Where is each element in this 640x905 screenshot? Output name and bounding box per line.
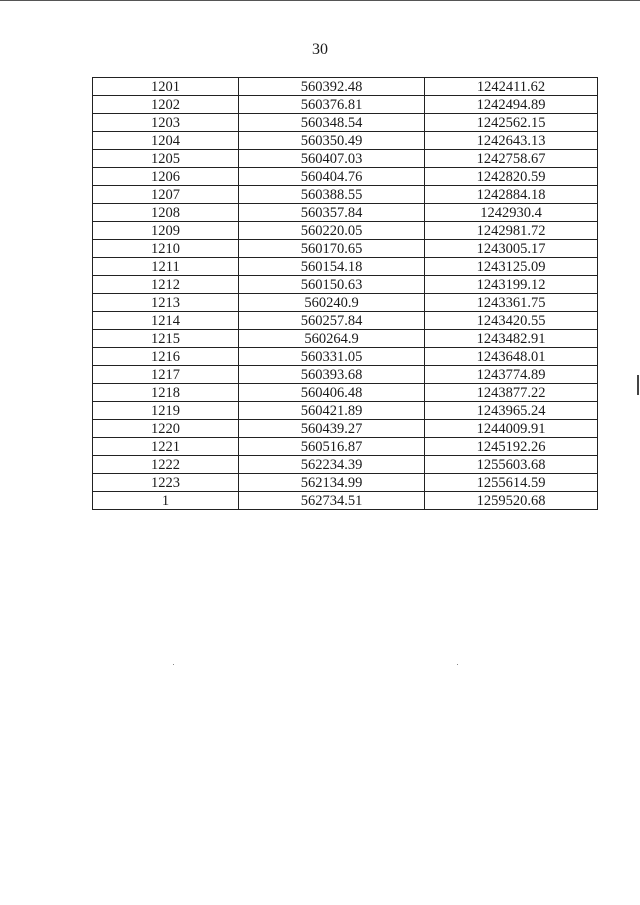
x-coordinate-cell: 560393.68 (239, 366, 425, 384)
table-row (93, 186, 598, 204)
y-coordinate-cell: 1243361.75 (425, 294, 598, 312)
page-top-rule (0, 0, 640, 1)
table-row (93, 294, 598, 312)
x-coordinate-cell: 560357.84 (239, 204, 425, 222)
x-coordinate-cell: 562134.99 (239, 474, 425, 492)
point-number-cell: 1201 (93, 78, 239, 96)
table-row (93, 420, 598, 438)
x-coordinate-cell: 560150.63 (239, 276, 425, 294)
x-coordinate-cell: 560264.9 (239, 330, 425, 348)
table-row (93, 366, 598, 384)
y-coordinate-cell: 1243420.55 (425, 312, 598, 330)
point-number-cell: 1215 (93, 330, 239, 348)
point-number-cell: 1216 (93, 348, 239, 366)
y-coordinate-cell: 1242758.67 (425, 150, 598, 168)
point-number-cell: 1221 (93, 438, 239, 456)
x-coordinate-cell: 560388.55 (239, 186, 425, 204)
table-row (93, 438, 598, 456)
coordinates-table (92, 77, 598, 510)
point-number-cell: 1 (93, 492, 239, 510)
y-coordinate-cell: 1243648.01 (425, 348, 598, 366)
point-number-cell: 1213 (93, 294, 239, 312)
x-coordinate-cell: 560240.9 (239, 294, 425, 312)
table-row (93, 222, 598, 240)
table-row (93, 330, 598, 348)
table-row (93, 114, 598, 132)
table-row (93, 78, 598, 96)
point-number-cell: 1220 (93, 420, 239, 438)
point-number-cell: 1223 (93, 474, 239, 492)
y-coordinate-cell: 1244009.91 (425, 420, 598, 438)
x-coordinate-cell: 560257.84 (239, 312, 425, 330)
x-coordinate-cell: 560421.89 (239, 402, 425, 420)
x-coordinate-cell: 560154.18 (239, 258, 425, 276)
y-coordinate-cell: 1243774.89 (425, 366, 598, 384)
y-coordinate-cell: 1259520.68 (425, 492, 598, 510)
y-coordinate-cell: 1255614.59 (425, 474, 598, 492)
x-coordinate-cell: 560220.05 (239, 222, 425, 240)
x-coordinate-cell: 560407.03 (239, 150, 425, 168)
point-number-cell: 1211 (93, 258, 239, 276)
point-number-cell: 1217 (93, 366, 239, 384)
point-number-cell: 1214 (93, 312, 239, 330)
x-coordinate-cell: 560404.76 (239, 168, 425, 186)
point-number-cell: 1205 (93, 150, 239, 168)
y-coordinate-cell: 1243199.12 (425, 276, 598, 294)
table-row (93, 204, 598, 222)
point-number-cell: 1202 (93, 96, 239, 114)
x-coordinate-cell: 560170.65 (239, 240, 425, 258)
x-coordinate-cell: 560376.81 (239, 96, 425, 114)
table-row (93, 312, 598, 330)
y-coordinate-cell: 1242411.62 (425, 78, 598, 96)
table-row (93, 258, 598, 276)
x-coordinate-cell: 560331.05 (239, 348, 425, 366)
y-coordinate-cell: 1243005.17 (425, 240, 598, 258)
y-coordinate-cell: 1243877.22 (425, 384, 598, 402)
x-coordinate-cell: 560439.27 (239, 420, 425, 438)
x-coordinate-cell: 560516.87 (239, 438, 425, 456)
table-row (93, 168, 598, 186)
point-number-cell: 1222 (93, 456, 239, 474)
scan-edge-mark (637, 375, 639, 395)
table-row (93, 492, 598, 510)
table-row (93, 348, 598, 366)
table-row (93, 96, 598, 114)
x-coordinate-cell: 560348.54 (239, 114, 425, 132)
table-row (93, 456, 598, 474)
page-number: 30 (312, 41, 328, 58)
y-coordinate-cell: 1245192.26 (425, 438, 598, 456)
point-number-cell: 1219 (93, 402, 239, 420)
coordinates-table-body (93, 78, 598, 510)
point-number-cell: 1210 (93, 240, 239, 258)
table-row (93, 132, 598, 150)
point-number-cell: 1207 (93, 186, 239, 204)
table-row (93, 402, 598, 420)
point-number-cell: 1208 (93, 204, 239, 222)
table-row (93, 384, 598, 402)
scan-speck (457, 664, 458, 665)
x-coordinate-cell: 562234.39 (239, 456, 425, 474)
table-row (93, 150, 598, 168)
point-number-cell: 1203 (93, 114, 239, 132)
y-coordinate-cell: 1242562.15 (425, 114, 598, 132)
table-row (93, 240, 598, 258)
y-coordinate-cell: 1242981.72 (425, 222, 598, 240)
y-coordinate-cell: 1242820.59 (425, 168, 598, 186)
point-number-cell: 1209 (93, 222, 239, 240)
x-coordinate-cell: 560350.49 (239, 132, 425, 150)
y-coordinate-cell: 1242930.4 (425, 204, 598, 222)
x-coordinate-cell: 562734.51 (239, 492, 425, 510)
y-coordinate-cell: 1243125.09 (425, 258, 598, 276)
point-number-cell: 1206 (93, 168, 239, 186)
table-row (93, 474, 598, 492)
y-coordinate-cell: 1255603.68 (425, 456, 598, 474)
point-number-cell: 1212 (93, 276, 239, 294)
table-row (93, 276, 598, 294)
x-coordinate-cell: 560392.48 (239, 78, 425, 96)
x-coordinate-cell: 560406.48 (239, 384, 425, 402)
y-coordinate-cell: 1243482.91 (425, 330, 598, 348)
y-coordinate-cell: 1242884.18 (425, 186, 598, 204)
y-coordinate-cell: 1242643.13 (425, 132, 598, 150)
point-number-cell: 1204 (93, 132, 239, 150)
y-coordinate-cell: 1243965.24 (425, 402, 598, 420)
point-number-cell: 1218 (93, 384, 239, 402)
scan-speck (173, 664, 174, 665)
y-coordinate-cell: 1242494.89 (425, 96, 598, 114)
